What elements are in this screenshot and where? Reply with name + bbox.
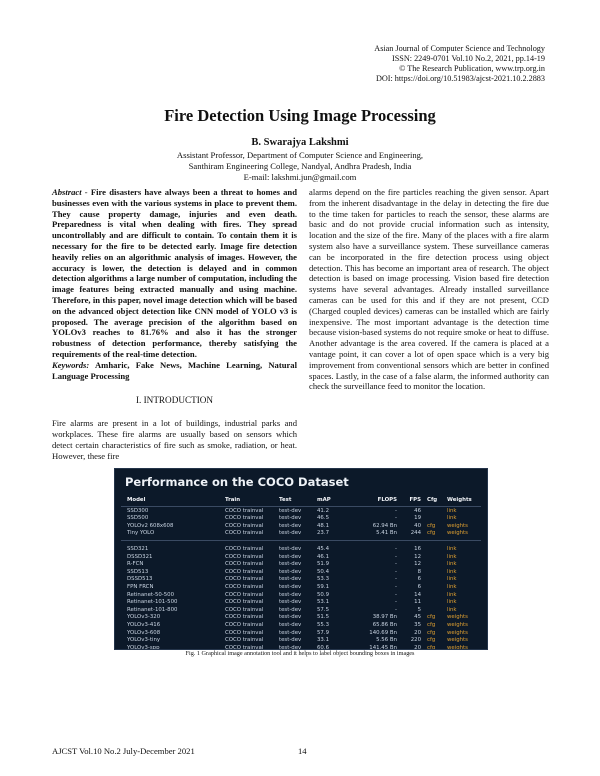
cell-test: test-dev — [279, 576, 302, 583]
cell-model: YOLOv3-spp — [127, 644, 160, 650]
journal-name: Asian Journal of Computer Science and Technology — [374, 44, 545, 53]
header-train: Train — [225, 497, 241, 503]
author-block — [0, 136, 600, 183]
cell-model: DSSD513 — [127, 576, 153, 583]
cell-test: test-dev — [279, 637, 302, 644]
cell-weights[interactable]: weights — [447, 644, 468, 650]
cell-cfg[interactable]: cfg — [427, 637, 436, 644]
author-affiliation-2: Santhiram Engineering College, Nandyal, Andhra Pradesh, India — [188, 161, 412, 171]
header-test: Test — [279, 497, 292, 503]
cell-fps: 12 — [414, 553, 421, 560]
cell-train: COCO trainval — [225, 522, 264, 529]
figure-title: Performance on the COCO Dataset — [125, 475, 349, 489]
table-row — [121, 561, 481, 569]
cell-map: 51.5 — [317, 614, 330, 621]
cell-fps: 40 — [414, 522, 421, 529]
table-row — [121, 508, 481, 516]
cell-train: COCO trainval — [225, 614, 264, 621]
figure-caption: Fig. 1 Graphical image annotation tool and it helps to label object bounding boxes in images — [185, 650, 415, 657]
keywords — [52, 360, 297, 382]
cell-fps: 20 — [414, 644, 421, 650]
cell-cfg[interactable]: cfg — [427, 621, 436, 628]
journal-publisher: © The Research Publication, www.trp.org.in — [399, 64, 545, 73]
author-name: B. Swarajya Lakshmi — [251, 137, 349, 148]
cell-train: COCO trainval — [225, 629, 264, 636]
cell-weights[interactable]: weights — [447, 530, 468, 537]
cell-weights[interactable]: link — [447, 583, 457, 590]
cell-test: test-dev — [279, 606, 302, 613]
author-email[interactable]: E-mail: lakshmi.jun@gmail.com — [243, 172, 357, 182]
cell-fps: 6 — [417, 576, 421, 583]
cell-model: Retinanet-101-500 — [127, 599, 178, 606]
table-row — [121, 630, 481, 638]
cell-train: COCO trainval — [225, 599, 264, 606]
cell-model: YOLOv2 608x608 — [127, 522, 174, 529]
cell-train: COCO trainval — [225, 591, 264, 598]
cell-weights[interactable]: link — [447, 553, 457, 560]
cell-fps: 6 — [417, 583, 421, 590]
cell-map: 50.4 — [317, 568, 330, 575]
cell-flops: - — [395, 545, 397, 552]
cell-flops: - — [395, 553, 397, 560]
introduction-text-left: Fire alarms are present in a lot of buildings, industrial parks and workplaces. These fire alarms are usually based on sensors which detect certain characteristics of fire such as smoke, radiation, or heat. However, these fire — [52, 418, 297, 461]
cell-map: 57.9 — [317, 629, 330, 636]
cell-model: YOLOv3-320 — [127, 614, 161, 621]
cell-weights[interactable]: link — [447, 515, 457, 522]
cell-train: COCO trainval — [225, 576, 264, 583]
cell-map: 33.1 — [317, 637, 330, 644]
cell-map: 51.9 — [317, 561, 330, 568]
keywords-text: Amharic, Fake News, Machine Learning, Natural Language Processing — [52, 359, 297, 381]
cell-train: COCO trainval — [225, 530, 264, 537]
cell-test: test-dev — [279, 599, 302, 606]
table-row — [121, 546, 481, 554]
cell-train: COCO trainval — [225, 644, 264, 650]
performance-table — [121, 497, 481, 650]
cell-train: COCO trainval — [225, 515, 264, 522]
cell-test: test-dev — [279, 621, 302, 628]
cell-flops: 141.45 Bn — [369, 644, 397, 650]
page-number: 14 — [298, 746, 307, 756]
left-column — [52, 187, 297, 461]
cell-test: test-dev — [279, 553, 302, 560]
cell-test: test-dev — [279, 629, 302, 636]
section-heading-introduction: I. INTRODUCTION — [135, 395, 214, 406]
abstract-label: Abstract - — [52, 187, 88, 197]
cell-model: SSD300 — [127, 507, 149, 514]
cell-test: test-dev — [279, 515, 302, 522]
cell-train: COCO trainval — [225, 561, 264, 568]
cell-test: test-dev — [279, 568, 302, 575]
header-map: mAP — [317, 497, 331, 503]
cell-flops: - — [395, 599, 397, 606]
journal-header — [245, 44, 545, 84]
cell-flops: - — [395, 561, 397, 568]
table-row — [121, 576, 481, 584]
table-row — [121, 637, 481, 645]
cell-train: COCO trainval — [225, 583, 264, 590]
cell-flops: - — [395, 576, 397, 583]
cell-train: COCO trainval — [225, 545, 264, 552]
table-row — [121, 614, 481, 622]
introduction-text-right: alarms depend on the fire particles reaching the given sensor. Apart from the inherent disadvantage in the delay in detecting the fire due to the time taken for particles to reach the sensor, these alarms are basic and do not provide crucial information such as intensity, location and the size of the fire. Many of the places with a fire alarm system also have a surveillance system. These surveillance cameras can be incorporated in the fire detection process using object detection. This has become an important area of research. The object detection is based on image processing. Vision based fire detection systems have several advantages. Already installed surveillance cameras can be used for this and if they are not present, CCD (Charged coupled devices) cameras can be installed which are fairly inexpensive. The most important advantage is the detection time because vision-based systems do not require smoke or heat to diffuse. Another advantage is the area covered. If the camera is placed at a vantage point, it can cover a lot of open space which is a very big improvement from conventional sensors which are better in confined spaces. Lastly, in the case of a false alarm, the informed authority can check the surveillance feed to monitor the location. — [309, 187, 549, 392]
cell-fps: 5 — [417, 606, 421, 613]
cell-flops: 62.94 Bn — [372, 522, 397, 529]
cell-weights[interactable]: link — [447, 606, 457, 613]
abstract-text: Fire disasters have always been a threat to homes and businesses even with the various systems in place to prevent them. They cause property damage, injuries and even death. Preparedness is vital when dealing with fires. They spread uncontrollably and are difficult to contain. To contain them it is necessary for the fire to be detected early. Image fire detection heavily relies on an algorithmic analysis of images. However, the accuracy is lower, the detection is delayed and in common detection algorithms a large number of computation, including the image features being extracted manually and using machine. Therefore, in this paper, novel image detection which will be based on the advanced object detection like CNN model of YOLO v3 is proposed. The average precision of the algorithm based on YOLOv3 reaches to 81.76% and also it has the stronger robustness of detection performance, thereby satisfying the requirements of the real-time detection. — [52, 187, 297, 359]
cell-model: R-FCN — [127, 561, 144, 568]
table-row — [121, 523, 481, 531]
cell-model: SSD513 — [127, 568, 149, 575]
cell-fps: 244 — [410, 530, 421, 537]
cell-weights[interactable]: weights — [447, 522, 468, 529]
header-weights: Weights — [447, 497, 472, 503]
cell-model: YOLOv3-416 — [127, 621, 161, 628]
cell-test: test-dev — [279, 507, 302, 514]
cell-fps: 220 — [410, 637, 421, 644]
cell-flops: - — [395, 568, 397, 575]
cell-test: test-dev — [279, 591, 302, 598]
cell-flops: 140.69 Bn — [369, 629, 397, 636]
cell-fps: 14 — [414, 591, 421, 598]
cell-fps: 19 — [414, 515, 421, 522]
table-row — [121, 622, 481, 630]
cell-train: COCO trainval — [225, 621, 264, 628]
cell-flops: 5.56 Bn — [376, 637, 397, 644]
footer-journal: AJCST Vol.10 No.2 July-December 2021 — [52, 746, 195, 756]
cell-map: 23.7 — [317, 530, 330, 537]
cell-map: 48.1 — [317, 522, 330, 529]
cell-fps: 11 — [414, 599, 421, 606]
cell-weights[interactable]: link — [447, 507, 457, 514]
table-row — [121, 515, 481, 523]
paper-title: Fire Detection Using Image Processing — [164, 106, 436, 125]
cell-cfg[interactable]: cfg — [427, 614, 436, 621]
table-row — [121, 554, 481, 562]
cell-test: test-dev — [279, 644, 302, 650]
cell-weights[interactable]: weights — [447, 621, 468, 628]
cell-model: Retinanet-101-800 — [127, 606, 178, 613]
cell-fps: 16 — [414, 545, 421, 552]
cell-model: SSD500 — [127, 515, 149, 522]
journal-issn: ISSN: 2249-0701 Vol.10 No.2, 2021, pp.14-19 — [392, 54, 545, 63]
table-row — [121, 607, 481, 615]
keywords-label: Keywords: — [52, 359, 90, 370]
cell-flops: - — [395, 606, 397, 613]
cell-map: 60.6 — [317, 644, 330, 650]
table-row — [121, 584, 481, 592]
cell-weights[interactable]: link — [447, 591, 457, 598]
journal-doi[interactable]: DOI: https://doi.org/10.51983/ajcst-2021.10.2.2883 — [375, 74, 545, 83]
cell-fps: 45 — [414, 614, 421, 621]
cell-flops: 5.41 Bn — [376, 530, 397, 537]
cell-model: Tiny YOLO — [127, 530, 155, 537]
cell-flops: - — [395, 591, 397, 598]
cell-model: YOLOv3-608 — [127, 629, 161, 636]
header-cfg: Cfg — [427, 497, 438, 503]
cell-map: 55.3 — [317, 621, 330, 628]
table-row — [121, 599, 481, 607]
table-header-row — [121, 497, 481, 505]
cell-flops: - — [395, 583, 397, 590]
abstract — [52, 187, 297, 360]
cell-test: test-dev — [279, 545, 302, 552]
cell-weights[interactable]: link — [447, 545, 457, 552]
cell-test: test-dev — [279, 561, 302, 568]
cell-test: test-dev — [279, 583, 302, 590]
table-divider — [121, 506, 481, 507]
cell-cfg[interactable]: cfg — [427, 530, 436, 537]
cell-flops: - — [395, 515, 397, 522]
cell-flops: 38.97 Bn — [372, 614, 397, 621]
cell-test: test-dev — [279, 522, 302, 529]
cell-weights[interactable]: weights — [447, 637, 468, 644]
cell-model: SSD321 — [127, 545, 149, 552]
cell-model: Retinanet-50-500 — [127, 591, 175, 598]
header-fps: FPS — [409, 497, 421, 503]
cell-fps: 20 — [414, 629, 421, 636]
figure-coco-performance — [114, 468, 488, 650]
cell-map: 46.1 — [317, 553, 330, 560]
cell-model: FPN FRCN — [127, 583, 154, 590]
cell-model: DSSD321 — [127, 553, 153, 560]
cell-weights[interactable]: link — [447, 599, 457, 606]
cell-fps: 12 — [414, 561, 421, 568]
cell-flops: - — [395, 507, 397, 514]
cell-weights[interactable]: weights — [447, 614, 468, 621]
cell-map: 50.9 — [317, 591, 330, 598]
cell-test: test-dev — [279, 530, 302, 537]
cell-map: 45.4 — [317, 545, 330, 552]
cell-map: 59.1 — [317, 583, 330, 590]
cell-train: COCO trainval — [225, 568, 264, 575]
header-flops: FLOPS — [377, 497, 397, 503]
author-affiliation-1: Assistant Professor, Department of Computer Science and Engineering, — [176, 150, 424, 160]
cell-train: COCO trainval — [225, 637, 264, 644]
cell-train: COCO trainval — [225, 507, 264, 514]
table-row — [121, 569, 481, 577]
cell-map: 53.1 — [317, 599, 330, 606]
header-model: Model — [127, 497, 146, 503]
cell-weights[interactable]: weights — [447, 629, 468, 636]
cell-fps: 8 — [417, 568, 421, 575]
cell-cfg[interactable]: cfg — [427, 522, 436, 529]
cell-model: YOLOv3-tiny — [127, 637, 161, 644]
cell-fps: 46 — [414, 507, 421, 514]
cell-map: 53.3 — [317, 576, 330, 583]
table-row — [121, 530, 481, 538]
cell-cfg[interactable]: cfg — [427, 644, 436, 650]
cell-fps: 35 — [414, 621, 421, 628]
table-row — [121, 592, 481, 600]
cell-map: 57.5 — [317, 606, 330, 613]
cell-weights[interactable]: link — [447, 576, 457, 583]
cell-weights[interactable]: link — [447, 561, 457, 568]
cell-train: COCO trainval — [225, 606, 264, 613]
right-column — [309, 187, 549, 392]
cell-cfg[interactable]: cfg — [427, 629, 436, 636]
cell-map: 46.5 — [317, 515, 330, 522]
cell-test: test-dev — [279, 614, 302, 621]
cell-map: 41.2 — [317, 507, 330, 514]
cell-flops: 65.86 Bn — [372, 621, 397, 628]
cell-train: COCO trainval — [225, 553, 264, 560]
cell-weights[interactable]: link — [447, 568, 457, 575]
